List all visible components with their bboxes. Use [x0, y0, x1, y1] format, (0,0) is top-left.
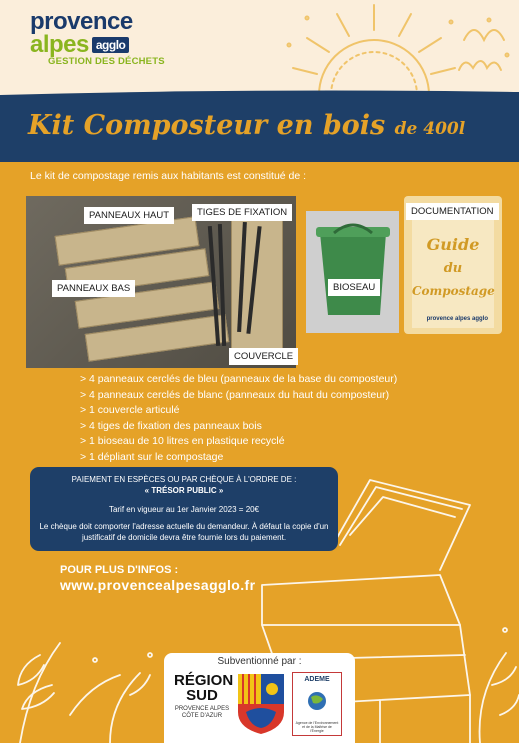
region-line1: RÉGION: [174, 672, 234, 689]
list-item: > 4 tiges de fixation des panneaux bois: [80, 419, 262, 432]
title-main: Kit Composteur en bois: [28, 110, 386, 141]
header-area: [0, 0, 519, 95]
info-heading: POUR PLUS D'INFOS :: [60, 564, 179, 576]
guide-footer: provence alpes agglo: [426, 316, 488, 322]
region-sud-logo: [174, 672, 234, 720]
sponsor-title: Subventionné par :: [217, 656, 302, 667]
payment-note: Le chèque doit comporter l'adresse actuelle du demandeur. À défaut la copie d'un justificatif de domicile devra être fournie lors du paiement.: [39, 522, 329, 542]
label-panneaux-haut: PANNEAUX HAUT: [84, 207, 174, 224]
payment-line2: « TRÉSOR PUBLIC »: [144, 486, 224, 495]
ademe-globe-icon: [293, 683, 341, 723]
list-item: > 1 dépliant sur le compostage: [80, 450, 224, 463]
logo-line1: provence: [30, 8, 133, 35]
payment-line1: PAIEMENT EN ESPÈCES OU PAR CHÈQUE À L'ORDRE DE :: [71, 475, 297, 484]
guide-line1: Guide: [426, 235, 480, 254]
label-couvercle: COUVERCLE: [229, 348, 298, 365]
logo-agglo-tag: agglo: [92, 37, 130, 53]
guide-cover: [412, 220, 494, 328]
sun-decoration-icon: [189, 0, 519, 95]
kit-items-list: [80, 372, 397, 465]
logo-line2: [30, 31, 165, 58]
guide-line2: du: [443, 261, 463, 276]
region-sub: PROVENCE ALPES CÔTE D'AZUR: [174, 706, 230, 719]
sponsor-box: [164, 653, 355, 743]
list-item: > 1 couvercle articulé: [80, 404, 180, 416]
region-shield-icon: [236, 672, 286, 736]
info-url-link[interactable]: www.provencealpesagglo.fr: [60, 577, 256, 593]
list-item: > 4 panneaux cerclés de bleu (panneaux de la base du composteur): [80, 373, 398, 385]
ademe-sub: Agence de l'Environnement et de la Maîtrise de l'Énergie: [295, 721, 339, 733]
label-tiges-fixation: TIGES DE FIXATION: [192, 204, 292, 221]
ademe-title: ADEME: [304, 676, 330, 683]
intro-text: Le kit de compostage remis aux habitants est constitué de :: [30, 170, 307, 182]
logo-alpes: alpes: [30, 31, 89, 58]
title-suffix: de 400l: [394, 119, 466, 139]
payment-box: [30, 467, 338, 551]
logo-tagline: GESTION DES DÉCHETS: [48, 56, 165, 67]
payment-price: Tarif en vigueur au 1er Janvier 2023 = 20€: [108, 505, 260, 514]
list-item: > 4 panneaux cerclés de blanc (panneaux du haut du composteur): [80, 388, 390, 401]
provence-alpes-agglo-logo: [30, 10, 165, 68]
guide-line3: Compostage: [412, 284, 495, 298]
label-documentation: DOCUMENTATION: [406, 203, 499, 220]
label-panneaux-bas: PANNEAUX BAS: [52, 280, 135, 297]
bioseau-photo: [306, 211, 399, 333]
ademe-logo: [292, 672, 342, 736]
page-title: [28, 109, 465, 146]
bin-icon: [306, 211, 399, 333]
label-bioseau: BIOSEAU: [328, 279, 380, 296]
region-line2: SUD: [186, 687, 218, 704]
list-item: > 1 bioseau de 10 litres en plastique recyclé: [80, 435, 285, 447]
